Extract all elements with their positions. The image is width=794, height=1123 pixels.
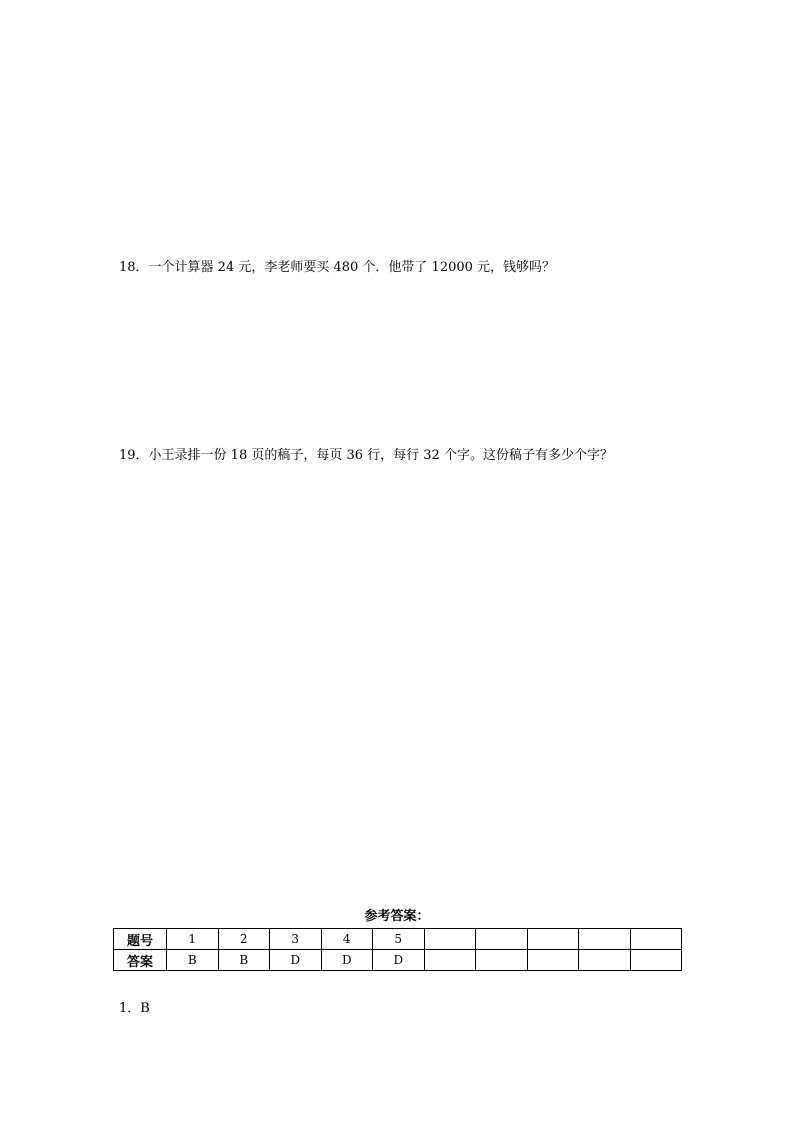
answer-cell <box>527 950 579 971</box>
answer-cell <box>579 950 631 971</box>
answer-cell: B <box>218 950 270 971</box>
answer-cell: D <box>373 950 425 971</box>
answer-cell: D <box>270 950 322 971</box>
row-label-answer: 答案 <box>114 950 167 971</box>
answer-cell <box>424 950 476 971</box>
answer-row <box>114 950 682 971</box>
row-label-number: 题号 <box>114 929 167 950</box>
answer-1-explanation: 1．B <box>119 1001 150 1016</box>
question-number-cell: 4 <box>321 929 373 950</box>
question-19: 19．小王录排一份 18 页的稿子，每页 36 行，每行 32 个字。这份稿子有多少个字？ <box>119 448 613 463</box>
answer-section-title <box>0 909 794 925</box>
question-number-cell <box>527 929 579 950</box>
answer-cell <box>630 950 682 971</box>
question-number-row <box>114 929 682 950</box>
question-number-cell <box>579 929 631 950</box>
question-number-cell: 1 <box>167 929 219 950</box>
question-number-cell <box>476 929 528 950</box>
question-number-cell: 5 <box>373 929 425 950</box>
question-number-cell: 3 <box>270 929 322 950</box>
answer-title-text: 参考答案： <box>364 909 430 924</box>
answer-cell: B <box>167 950 219 971</box>
answer-cell: D <box>321 950 373 971</box>
answer-cell <box>476 950 528 971</box>
question-number-cell <box>630 929 682 950</box>
question-number-cell <box>424 929 476 950</box>
question-number-cell: 2 <box>218 929 270 950</box>
question-18: 18．一个计算器 24 元，李老师要买 480 个．他带了 12000 元，钱够吗？ <box>119 260 556 275</box>
answer-table <box>113 928 682 971</box>
